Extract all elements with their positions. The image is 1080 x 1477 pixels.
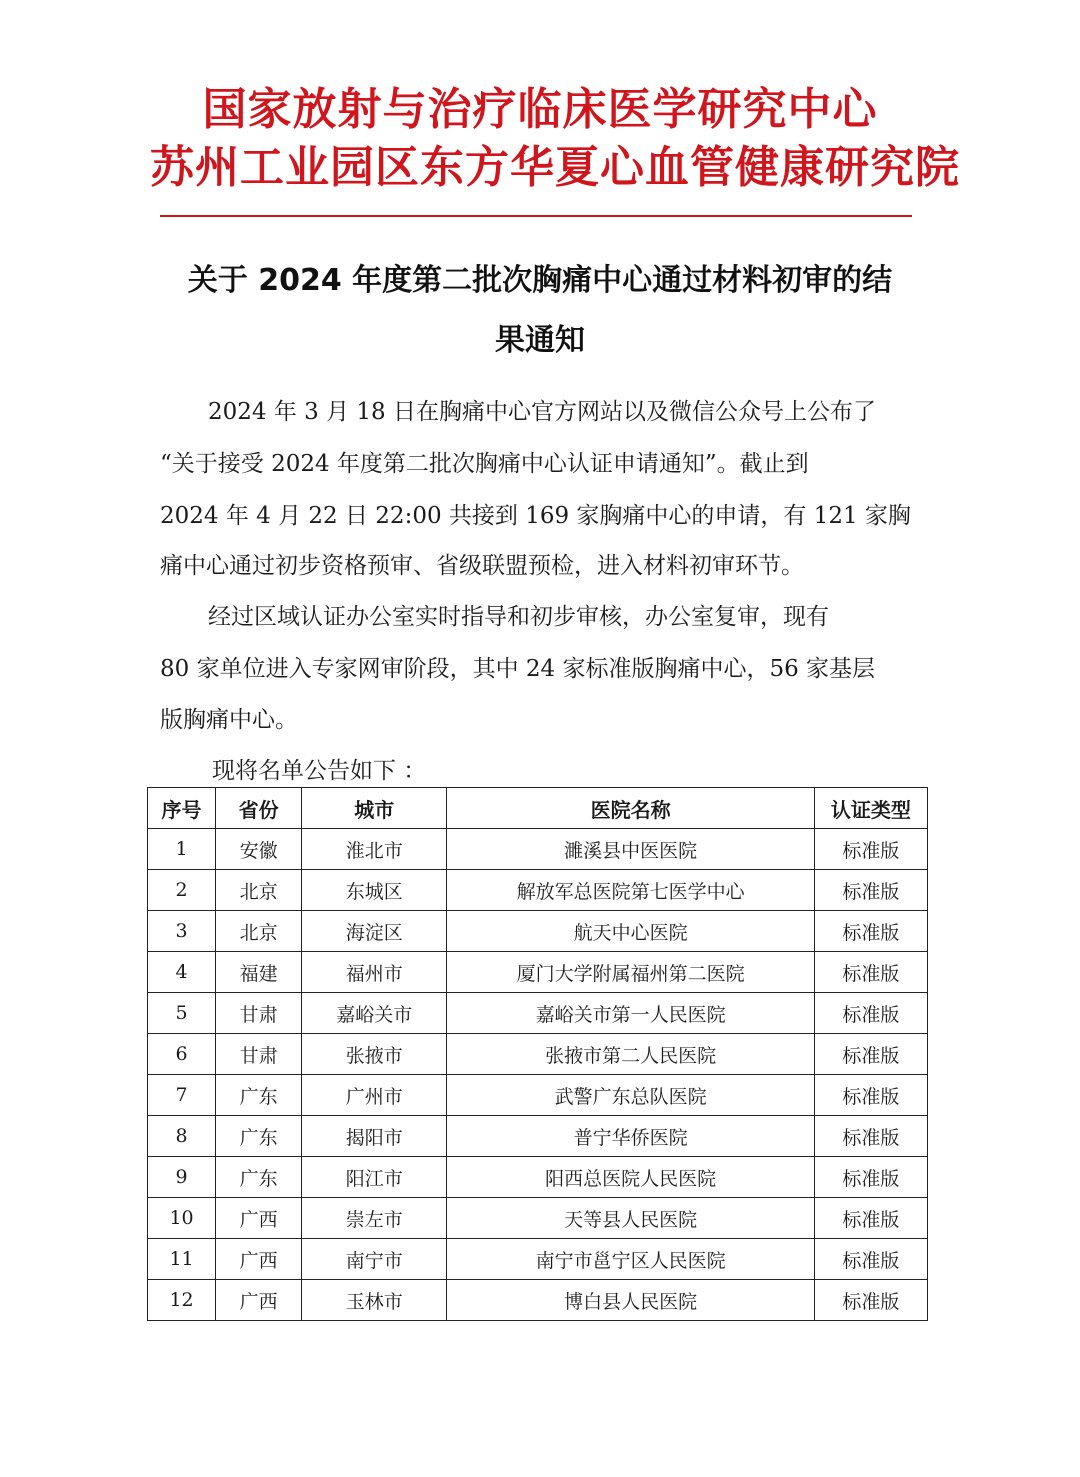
cell-province: 广西 bbox=[216, 1239, 302, 1280]
paragraph-1-line-4: 痛中心通过初步资格预审、省级联盟预检，进入材料初审环节。 bbox=[160, 553, 804, 579]
cell-province: 广西 bbox=[216, 1198, 302, 1239]
cell-province: 北京 bbox=[216, 870, 302, 911]
cell-city: 嘉峪关市 bbox=[302, 993, 447, 1034]
paragraph-1-line-3: 2024 年 4 月 22 日 22:00 共接到 169 家胸痛中心的申请，有 121 家胸 bbox=[160, 503, 911, 529]
cell-city: 南宁市 bbox=[302, 1239, 447, 1280]
cell-hospital-name: 武警广东总队医院 bbox=[447, 1075, 814, 1116]
cell-hospital-name: 解放军总医院第七医学中心 bbox=[447, 870, 814, 911]
table-row bbox=[148, 829, 928, 870]
cell-index: 3 bbox=[148, 911, 216, 952]
cell-certification-type: 标准版 bbox=[814, 1198, 927, 1239]
cell-city: 东城区 bbox=[302, 870, 447, 911]
cell-index: 9 bbox=[148, 1157, 216, 1198]
table-row bbox=[148, 1157, 928, 1198]
cell-province: 甘肃 bbox=[216, 1034, 302, 1075]
cell-index: 8 bbox=[148, 1116, 216, 1157]
table-row bbox=[148, 1280, 928, 1321]
cell-city: 揭阳市 bbox=[302, 1116, 447, 1157]
paragraph-2-line-2: 80 家单位进入专家网审阶段，其中 24 家标准版胸痛中心，56 家基层 bbox=[160, 656, 876, 682]
cell-city: 张掖市 bbox=[302, 1034, 447, 1075]
hospital-list-table bbox=[147, 787, 928, 1321]
cell-certification-type: 标准版 bbox=[814, 911, 927, 952]
header-province: 省份 bbox=[216, 788, 302, 829]
cell-hospital-name: 博白县人民医院 bbox=[447, 1280, 814, 1321]
cell-index: 11 bbox=[148, 1239, 216, 1280]
cell-index: 12 bbox=[148, 1280, 216, 1321]
cell-hospital-name: 普宁华侨医院 bbox=[447, 1116, 814, 1157]
cell-certification-type: 标准版 bbox=[814, 1034, 927, 1075]
cell-index: 5 bbox=[148, 993, 216, 1034]
cell-city: 福州市 bbox=[302, 952, 447, 993]
cell-province: 广东 bbox=[216, 1075, 302, 1116]
cell-city: 淮北市 bbox=[302, 829, 447, 870]
cell-certification-type: 标准版 bbox=[814, 829, 927, 870]
cell-certification-type: 标准版 bbox=[814, 870, 927, 911]
table-row bbox=[148, 870, 928, 911]
cell-index: 6 bbox=[148, 1034, 216, 1075]
cell-index: 1 bbox=[148, 829, 216, 870]
paragraph-1-line-1: 2024 年 3 月 18 日在胸痛中心官方网站以及微信公众号上公布了 bbox=[208, 399, 876, 425]
letterhead-line-2: 苏州工业园区东方华夏心血管健康研究院 bbox=[150, 142, 960, 193]
cell-province: 安徽 bbox=[216, 829, 302, 870]
cell-city: 玉林市 bbox=[302, 1280, 447, 1321]
letterhead-line-1: 国家放射与治疗临床医学研究中心 bbox=[202, 84, 878, 135]
cell-hospital-name: 天等县人民医院 bbox=[447, 1198, 814, 1239]
table-row bbox=[148, 1034, 928, 1075]
cell-certification-type: 标准版 bbox=[814, 1075, 927, 1116]
cell-city: 阳江市 bbox=[302, 1157, 447, 1198]
cell-province: 广西 bbox=[216, 1280, 302, 1321]
cell-city: 广州市 bbox=[302, 1075, 447, 1116]
cell-index: 2 bbox=[148, 870, 216, 911]
cell-index: 7 bbox=[148, 1075, 216, 1116]
cell-province: 甘肃 bbox=[216, 993, 302, 1034]
cell-index: 4 bbox=[148, 952, 216, 993]
cell-province: 福建 bbox=[216, 952, 302, 993]
cell-city: 崇左市 bbox=[302, 1198, 447, 1239]
cell-hospital-name: 南宁市邕宁区人民医院 bbox=[447, 1239, 814, 1280]
table-row bbox=[148, 1239, 928, 1280]
cell-index: 10 bbox=[148, 1198, 216, 1239]
paragraph-2-line-1: 经过区域认证办公室实时指导和初步审核，办公室复审，现有 bbox=[208, 604, 829, 630]
table-row bbox=[148, 1198, 928, 1239]
cell-hospital-name: 嘉峪关市第一人民医院 bbox=[447, 993, 814, 1034]
letterhead-divider bbox=[160, 215, 912, 217]
cell-province: 北京 bbox=[216, 911, 302, 952]
table-row bbox=[148, 952, 928, 993]
table-row bbox=[148, 993, 928, 1034]
table-row bbox=[148, 1075, 928, 1116]
table-row bbox=[148, 1116, 928, 1157]
document-title-line-1: 关于 2024 年度第二批次胸痛中心通过材料初审的结 bbox=[187, 263, 893, 298]
cell-hospital-name: 濉溪县中医医院 bbox=[447, 829, 814, 870]
cell-hospital-name: 阳西总医院人民医院 bbox=[447, 1157, 814, 1198]
header-certification-type: 认证类型 bbox=[814, 788, 927, 829]
cell-certification-type: 标准版 bbox=[814, 1116, 927, 1157]
cell-certification-type: 标准版 bbox=[814, 1239, 927, 1280]
paragraph-2-line-3: 版胸痛中心。 bbox=[160, 707, 298, 733]
cell-hospital-name: 张掖市第二人民医院 bbox=[447, 1034, 814, 1075]
cell-province: 广东 bbox=[216, 1157, 302, 1198]
table-header-row bbox=[148, 788, 928, 829]
table-row bbox=[148, 911, 928, 952]
cell-hospital-name: 厦门大学附属福州第二医院 bbox=[447, 952, 814, 993]
cell-province: 广东 bbox=[216, 1116, 302, 1157]
list-intro: 现将名单公告如下 ： bbox=[212, 758, 427, 784]
paragraph-1-line-2: “关于接受 2024 年度第二批次胸痛中心认证申请通知”。截止到 bbox=[160, 451, 809, 477]
header-index: 序号 bbox=[148, 788, 216, 829]
cell-city: 海淀区 bbox=[302, 911, 447, 952]
cell-hospital-name: 航天中心医院 bbox=[447, 911, 814, 952]
header-hospital-name: 医院名称 bbox=[447, 788, 814, 829]
cell-certification-type: 标准版 bbox=[814, 1157, 927, 1198]
document-title-line-2: 果通知 bbox=[495, 323, 585, 358]
cell-certification-type: 标准版 bbox=[814, 952, 927, 993]
cell-certification-type: 标准版 bbox=[814, 1280, 927, 1321]
cell-certification-type: 标准版 bbox=[814, 993, 927, 1034]
header-city: 城市 bbox=[302, 788, 447, 829]
